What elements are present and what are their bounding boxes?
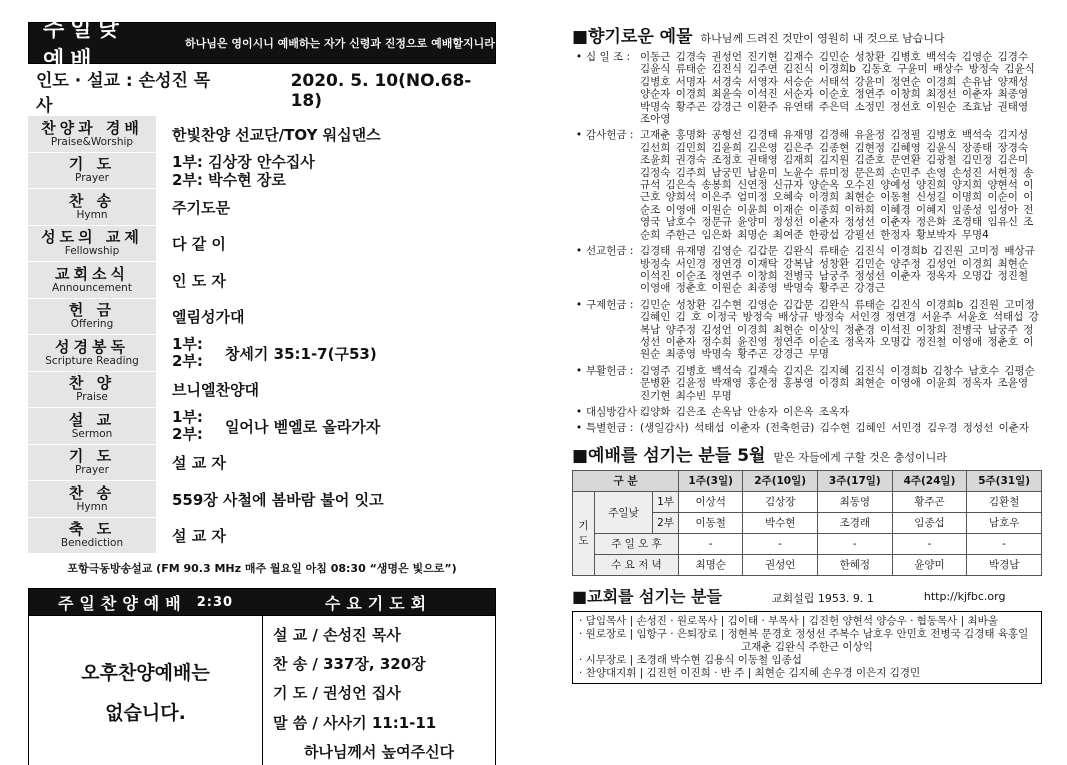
order-row [28,518,496,555]
staff-list [572,611,1042,684]
order-value: 설 교 자 [172,527,226,546]
offering-section-title: ■향기로운 예물 하나님께 드려진 것만이 영원히 내 것으로 남습니다 [572,27,945,47]
wednesday-item: 기 도 / 권성언 집사 [273,684,401,703]
serve-side-label: 기 도 [573,491,595,575]
bottom-bar [28,588,496,616]
order-value: 한빛찬양 선교단/TOY 워십댄스 [172,125,381,144]
order-label: 찬 송 Hymn [28,481,156,518]
serve-table [572,470,1042,576]
afternoon-notice: 오후찬양예배는 없습니다. [29,616,263,765]
order-label: 헌 금 Offering [28,299,156,336]
church-url: http://kjfbc.org [923,589,1006,603]
order-row [28,189,496,226]
table-row: 기 도 주일낮 1부 이상석 김상장 최동영 황주곤 김환철 [573,491,1042,512]
order-value: 주기도문 [172,198,230,217]
order-row [28,299,496,336]
radio-notice: 포항극동방송설교 (FM 90.3 MHz 매주 월요일 아침 08:30 “생명은 빛으로”) [67,562,457,575]
right-page [572,22,1042,744]
offering-item: • 부활헌금 : 김영주 김병호 백석숙 김재숙 김지은 김지혜 김진식 이경희b 김창수 남호수 김평순 문병환 김윤정 박재영 홍순정 홍봉영 이경희 최현순 이영애 이윤희 정옥자 조윤영 진기현 최수빈 무명 [575,364,1035,402]
order-row [28,372,496,409]
wednesday-item: 찬 송 / 337장, 320장 [273,655,426,674]
order-label: 기 도 Prayer [28,153,156,190]
service-date: 2020. 5. 10(NO.68-18) [290,71,472,111]
order-row [28,262,496,299]
afternoon-title: 주일찬양예배 2:30 [57,593,234,613]
established-date: 교회설립 1953. 9. 1 [771,591,874,605]
offering-item: • 대심방감사 : 김양화 김은조 손옥남 안송자 이은옥 조옥자 [575,405,850,418]
order-label: 축 도 Benediction [28,518,156,555]
left-page [28,17,496,761]
order-row [28,153,496,190]
order-label: 성경봉독 Scripture Reading [28,335,156,372]
order-value: 559장 사철에 봄바람 불어 잇고 [172,490,384,509]
service-verse: 하나님은 영이시니 예배하는 자가 신령과 진정으로 예배할지니라 [179,23,495,63]
preacher: 인도 · 설교 : 손성진 목사 [36,71,211,116]
order-value: 1부: 2부: 일어나 벧엘로 올라가자 [172,408,381,444]
offering-item: • 특별헌금 : (생일감사) 석태섭 이춘자 (전축헌금) 김수현 김혜인 서민경 김우경 정성선 이춘자 [575,422,1029,435]
wednesday-item: 하나님께서 높여주신다 [303,742,455,761]
order-row [28,226,496,263]
wednesday-details [263,616,495,765]
wednesday-item: 말 씀 / 사사기 11:1-11 [273,713,437,732]
order-value: 설 교 자 [172,454,226,473]
table-row: 2부 이동철 박수현 조경래 임종섭 남호우 [573,512,1042,533]
staff-line: · 원로장로 | 임항구 · 은퇴장로 | 정현복 문경호 정성선 주복수 남호우 안민호 전병국 김경태 육홍일 [579,627,1029,640]
order-row [28,116,496,153]
order-label: 찬양과 경배 Praise&Worship [28,116,156,153]
order-label: 설 교 Sermon [28,408,156,445]
order-value: 인 도 자 [172,271,226,290]
offering-list [572,51,1042,435]
staff-line: · 담임목사 | 손성진 · 원로목사 | 김이태 · 부목사 | 김진헌 양현석 양승우 · 협동목사 | 최바울 [579,614,998,627]
staff-line: · 찬양대지휘 | 김진헌 이진희 · 반 주 | 최현순 김지혜 손우경 이은지 김경민 [579,666,921,679]
table-header-row: 구 분 1주(3일) 2주(10일) 3주(17일) 4주(24일) 5주(31일) [573,470,1042,491]
table-row: 주 일 오 후 - - - - - [573,533,1042,554]
order-label: 기 도 Prayer [28,445,156,482]
service-info [28,64,496,116]
service-title: 주일낮 예배 [29,23,179,63]
order-row [28,481,496,518]
order-label: 성도의 교제 Fellowship [28,226,156,263]
order-of-service [28,116,496,554]
order-value: 엘림성가대 [172,308,245,327]
wednesday-title: 수요기도회 [324,593,433,613]
bottom-box [28,616,496,765]
offering-item: • 선교헌금 : 김경태 유재명 김영순 김갑문 김완식 류태순 김진식 이경희b 김진원 고미정 배상규 방정숙 서인경 정연경 이재탁 강복남 성창환 김민순 양주정 김성언 이경희 최현순 이석진 이순조 정연주 이창희 전병국 남궁주 정성선 이춘자 정옥자 오명갑 정진철 이영애 정춘호 이원순 최종영 박명숙 황주곤 강경근 [575,245,1035,295]
order-value: 1부: 2부: 창세기 35:1-7(구53) [172,335,377,371]
wednesday-item: 설 교 / 손성진 목사 [273,626,401,645]
order-value: 다 같 이 [172,235,226,254]
church-section-title: ■교회를 섬기는 분들 교회설립 1953. 9. 1 http://kjfbc.org [572,586,1006,606]
table-row: 수 요 저 녁 최명순 권성언 한혜정 윤양미 박경남 [573,554,1042,575]
order-row [28,408,496,445]
order-row [28,445,496,482]
order-label: 찬 양 Praise [28,372,156,409]
offering-item: • 십 일 조 : 이동근 김경숙 권성언 진기현 김재수 김민순 성창환 김병호 백석숙 김영순 김경수 김윤식 류태순 김진식 김주연 김진식 이경희b 김동호 구윤미 배상수 방정숙 김윤식 김병호 서명자 서경숙 서영자 서승순 서태석 강윤미 정연순 이경희 손유남 양재성 양순자 이경희 최윤숙 이석진 서순자 이순호 정연주 이창희 최정선 이춘자 최종영 박명숙 황주곤 강경근 이환주 유연태 주은덕 소정민 정선호 이원순 조효남 권태영 조아영 [575,51,1035,126]
service-title-bar [28,17,496,73]
order-label: 교회소식 Announcement [28,262,156,299]
offering-item: • 감사헌금 : 고재춘 홍명화 공형선 김경태 유재명 김경해 유윤정 김정필 김병호 백석숙 김지성 김선희 김민희 김윤희 김은영 김은주 김종현 김현정 김혜영 김윤식 장종태 장경숙 조윤희 권경숙 조정호 권태영 김재희 김지원 김준호 문연환 김광철 김민정 김은미 김정숙 김주희 남궁민 남윤미 노윤수 류미정 문은희 손민주 손영 손성진 서현정 송규석 김은숙 송봉희 신연정 신규자 양순옥 오수진 양예성 양진희 양지희 양현석 이근호 양희석 이은주 엄미정 오혜숙 이경희 최현순 이동철 신성길 이명희 이순이 이순조 이영애 이원순 이윤희 이재순 이종희 이하희 이혜경 이혜지 임종성 임성아 전영국 남호수 정문규 윤양미 정성선 이춘자 정성선 이춘자 정은화 조경태 임유신 조순희 주한근 임은화 최명순 최여준 한광섭 강필선 한정자 황보박자 무명4 [575,129,1034,241]
order-value: 1부: 김상장 안수집사 2부: 박수현 장로 [172,152,315,189]
offering-item: • 구제헌금 : 김민순 성창환 김수현 김영순 김갑문 김완식 류태순 김진식 이경희b 김진원 고미정 김혜인 김 호 이정국 방정숙 배상규 방정숙 서인경 정연경 서윤주 서윤호 석태섭 강복남 양주정 김성언 이경희 최현순 이상익 정춘경 이석진 이창희 전병국 남궁주 정성선 이춘자 정수희 윤진영 정연주 이순조 정옥자 오명갑 정진철 이영애 정춘호 이원순 최종영 박명숙 황주곤 강경근 무명 [575,298,1039,361]
order-label: 찬 송 Hymn [28,189,156,226]
serve-section-title: ■예배를 섬기는 분들 5월 맡은 자들에게 구할 것은 충성이니라 [572,445,947,466]
order-row [28,335,496,372]
staff-line: · 시무장로 | 조경래 박수현 김용식 이동철 임종섭 [579,653,802,666]
staff-line: 고재춘 김완식 주한근 이상익 [741,640,873,653]
order-value: 브니엘찬양대 [172,381,259,400]
